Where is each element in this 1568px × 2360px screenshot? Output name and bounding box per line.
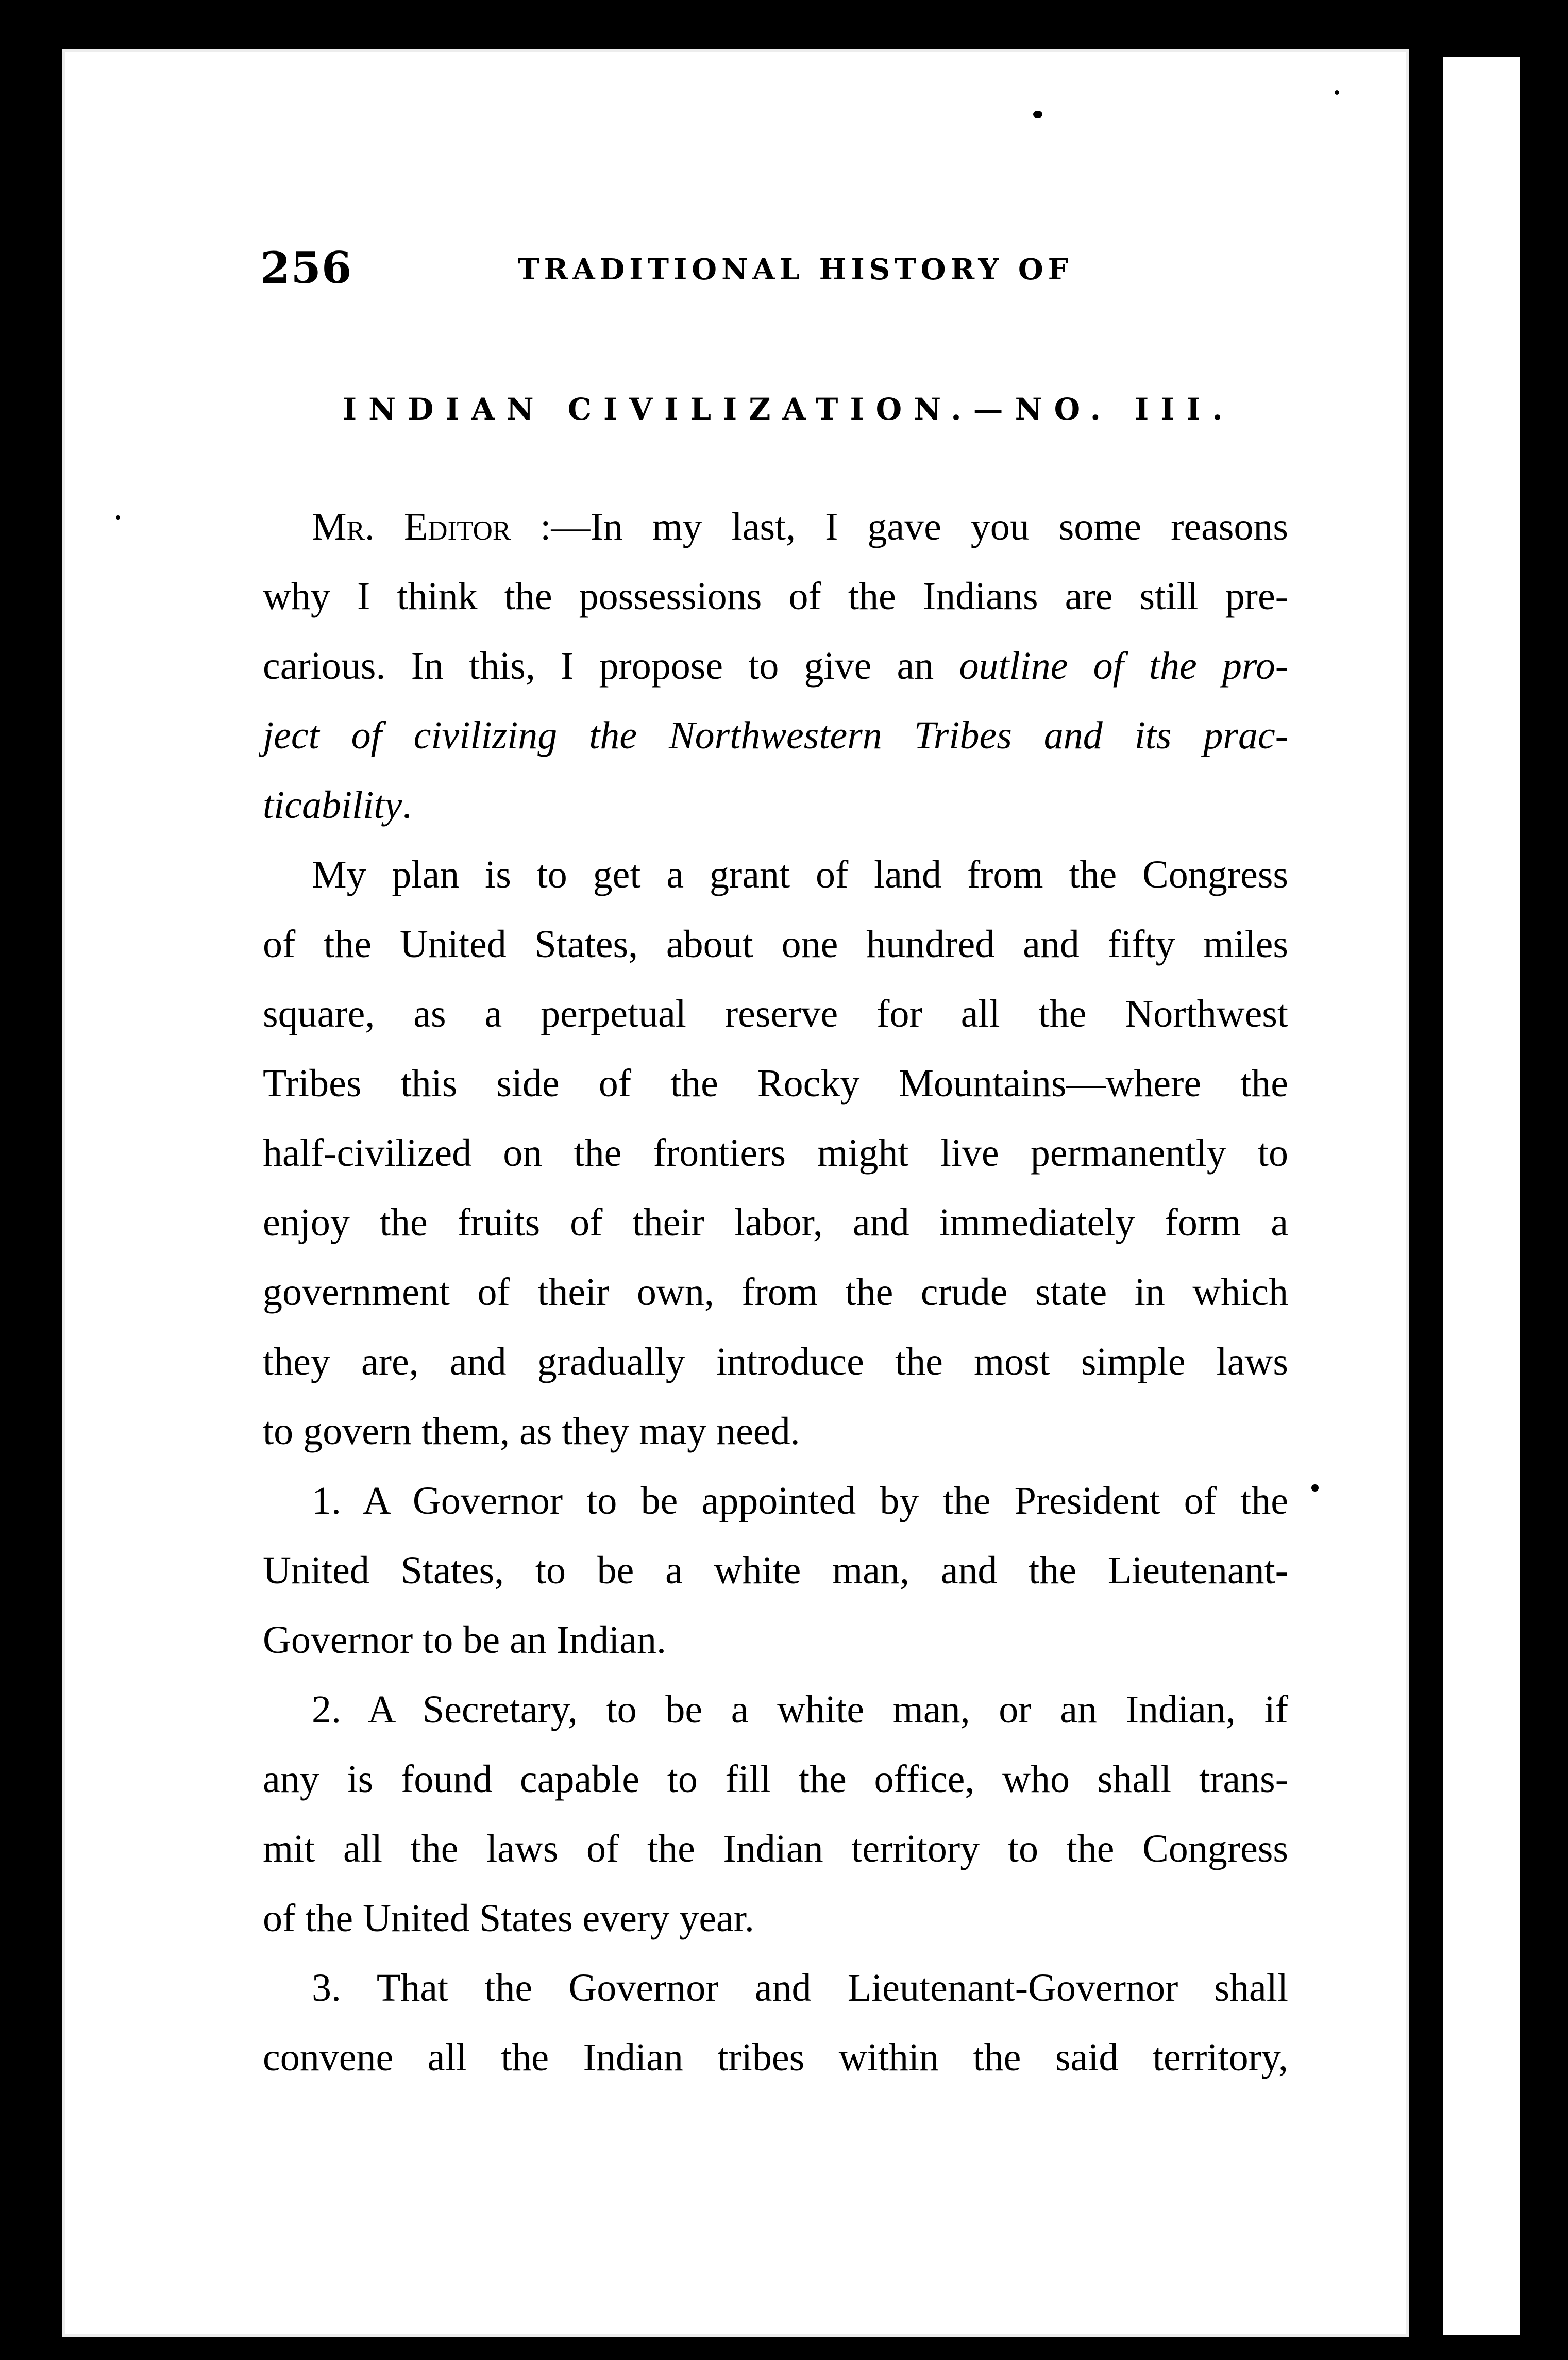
text-line: square, as a perpetual reserve for all the Northwest bbox=[263, 992, 1288, 1035]
text-line: Governor to be an Indian. bbox=[263, 1618, 666, 1662]
text-line: My plan is to get a grant of land from the Congress bbox=[312, 853, 1288, 896]
text-line: any is found capable to fill the office, who shall trans- bbox=[263, 1758, 1288, 1801]
text-line: why I think the possessions of the Indians are still pre- bbox=[263, 575, 1288, 618]
running-title: TRADITIONAL HISTORY OF bbox=[518, 253, 1073, 287]
text-line: ject of civilizing the Northwestern Tribes and its prac- bbox=[263, 714, 1288, 757]
list-item: 3. That the Governor and Lieutenant-Governor shall bbox=[312, 1966, 1288, 2010]
adjacent-page-edge bbox=[1443, 57, 1520, 2335]
list-item: 1. A Governor to be appointed by the President of the bbox=[312, 1479, 1288, 1522]
article-body bbox=[263, 492, 1288, 2093]
text-line: of the United States every year. bbox=[263, 1897, 754, 1940]
ink-speck bbox=[116, 515, 120, 520]
article-title: INDIAN CIVILIZATION.—NO. III. bbox=[343, 392, 1235, 427]
text-line: United States, to be a white man, and the Lieutenant- bbox=[263, 1549, 1288, 1592]
text-line: mit all the laws of the Indian territory to the Congress bbox=[263, 1827, 1288, 1870]
italic-text: ticability bbox=[263, 783, 402, 827]
ink-speck bbox=[1311, 1484, 1319, 1492]
page-number: 256 bbox=[260, 242, 352, 293]
text-line: of the United States, about one hundred and fifty miles bbox=[263, 923, 1288, 966]
text-line: Mr. Editor :—In my last, I gave you some reasons bbox=[312, 505, 1288, 548]
text-line: Tribes this side of the Rocky Mountains—where the bbox=[263, 1062, 1288, 1105]
text-line: government of their own, from the crude state in which bbox=[263, 1270, 1288, 1314]
text-line: to govern them, as they may need. bbox=[263, 1410, 800, 1453]
text-line: enjoy the fruits of their labor, and immediately form a bbox=[263, 1201, 1288, 1244]
page-header bbox=[260, 242, 1250, 294]
ink-speck bbox=[1033, 111, 1042, 118]
text-line: convene all the Indian tribes within the said territory, bbox=[263, 2036, 1288, 2079]
italic-text: outline of the pro- bbox=[959, 644, 1289, 688]
text-line: half-civilized on the frontiers might live permanently to bbox=[263, 1131, 1288, 1175]
ink-speck bbox=[1335, 90, 1339, 95]
list-item: 2. A Secretary, to be a white man, or an Indian, if bbox=[312, 1688, 1288, 1731]
text-line: they are, and gradually introduce the most simple laws bbox=[263, 1340, 1288, 1383]
salutation: Mr. Editor bbox=[312, 505, 511, 548]
text-line: carious. In this, I propose to give an outline of the pro- bbox=[263, 644, 1289, 688]
text-line: ticability. bbox=[263, 783, 412, 827]
ink-speck bbox=[1412, 1582, 1416, 1586]
